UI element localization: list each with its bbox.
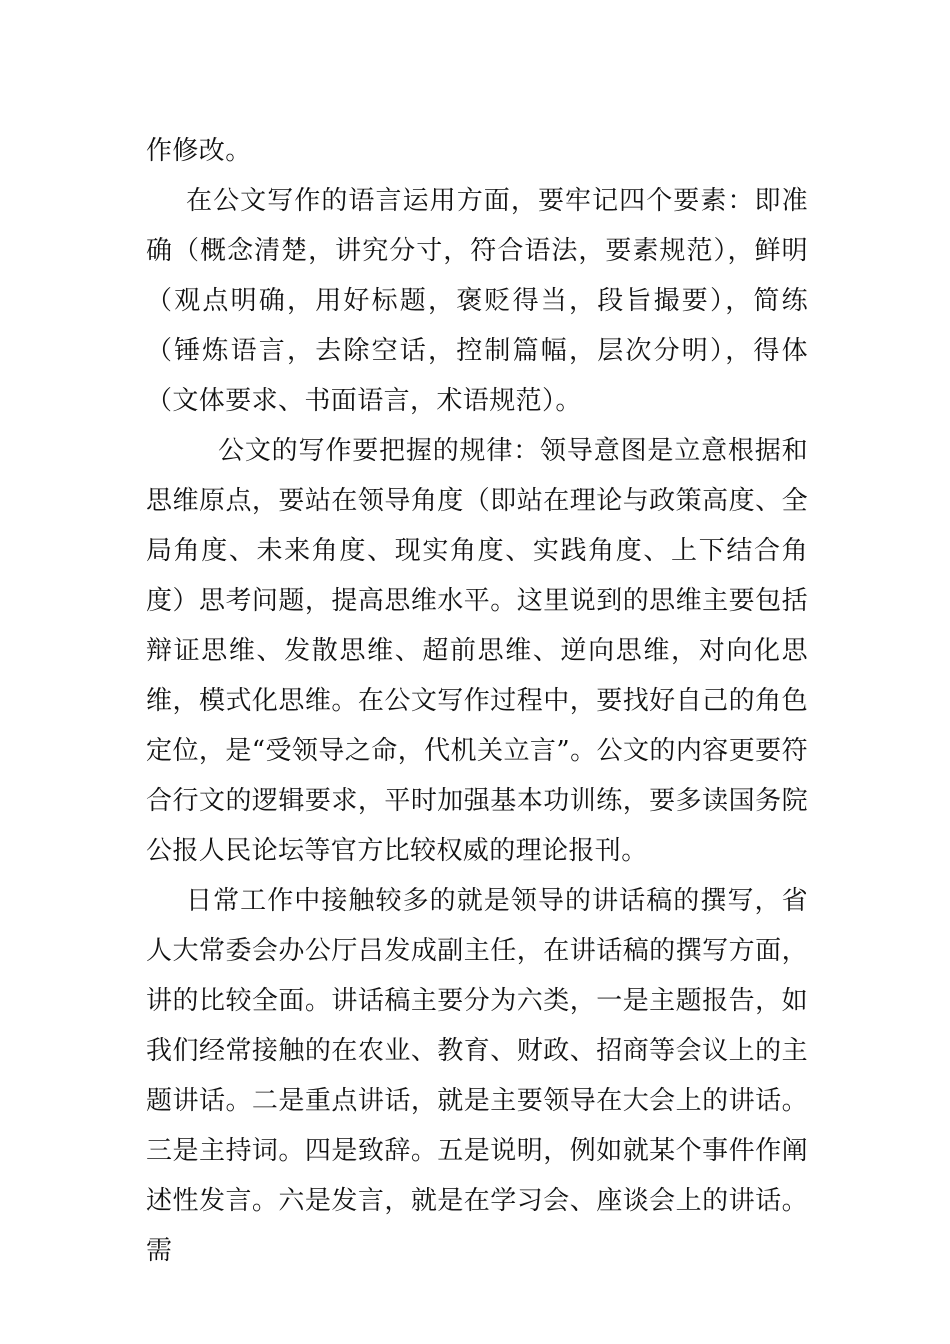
paragraph-language-elements: 在公文写作的语言运用方面，要牢记四个要素：即准确（概念清楚，讲究分寸，符合语法，要素规范），鲜明（观点明确，用好标题，褒贬得当，段旨撮要），简练（锤炼语言，去除空话，控制篇幅，层次分明），得体（文体要求、书面语言，术语规范）。 [146,186,808,416]
paragraph-speech-drafts: 日常工作中接触较多的就是领导的讲话稿的撰写，省人大常委会办公厅吕发成副主任，在讲话稿的撰写方面，讲的比较全面。讲话稿主要分为六类，一是主题报告，如我们经常接触的在农业、教育、财政、招商等会议上的主题讲话。二是重点讲话，就是主要领导在大会上的讲话。三是主持词。四是致辞。五是说明，例如就某个事件作阐述性发言。六是发言，就是在学习会、座谈会上的讲话。需 [146,886,808,1266]
paragraph-writing-rules: 公文的写作要把握的规律：领导意图是立意根据和思维原点，要站在领导角度（即站在理论与政策高度、全局角度、未来角度、现实角度、实践角度、上下结合角度）思考问题，提高思维水平。这里说到的思维主要包括辩证思维、发散思维、超前思维、逆向思维，对向化思维，模式化思维。在公文写作过程中，要找好自己的角色定位，是“受领导之命，代机关立言”。公文的内容更要符合行文的逻辑要求，平时加强基本功训练，要多读国务院公报人民论坛等官方比较权威的理论报刊。 [146,436,808,866]
document-body [146,126,808,1276]
paragraph-continuation: 作修改。 [146,136,252,166]
